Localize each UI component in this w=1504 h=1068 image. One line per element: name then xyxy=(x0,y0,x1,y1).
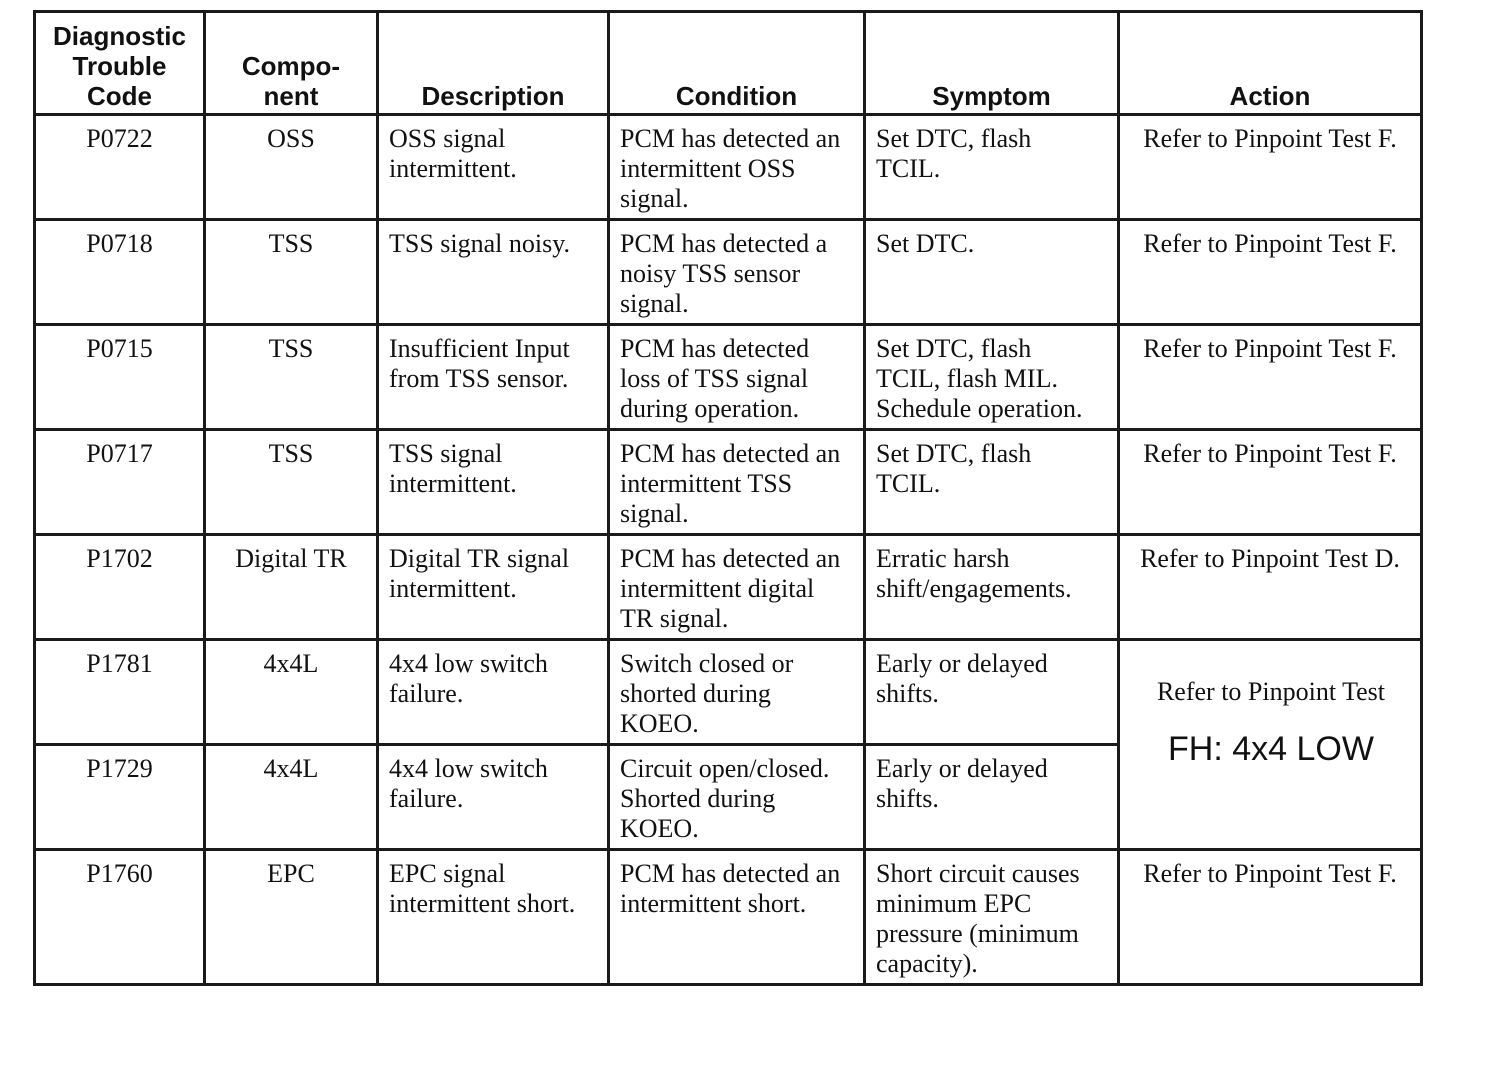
table-row xyxy=(35,325,1422,430)
merged-action-text: Refer to Pinpoint Test xyxy=(1156,677,1386,706)
cell-symptom: Early or delayed shifts. xyxy=(865,745,1119,850)
cell-symptom: Set DTC, flash TCIL. xyxy=(865,115,1119,220)
cell-code: P0722 xyxy=(35,115,205,220)
cell-condition: PCM has detected a noisy TSS sensor signal. xyxy=(609,220,865,325)
header-action: Action xyxy=(1119,12,1422,115)
cell-condition: PCM has detected an intermittent short. xyxy=(609,850,865,985)
cell-component: EPC xyxy=(205,850,378,985)
cell-code: P0715 xyxy=(35,325,205,430)
cell-condition: Circuit open/closed. Shorted during KOEO. xyxy=(609,745,865,850)
header-description: Description xyxy=(378,12,609,115)
cell-condition: PCM has detected an intermittent OSS signal. xyxy=(609,115,865,220)
table-row xyxy=(35,535,1422,640)
cell-symptom: Set DTC. xyxy=(865,220,1119,325)
cell-description: TSS signal noisy. xyxy=(378,220,609,325)
cell-code: P0717 xyxy=(35,430,205,535)
table-row xyxy=(35,640,1422,745)
cell-action: Refer to Pinpoint Test F. xyxy=(1119,325,1422,430)
cell-description: OSS signal intermittent. xyxy=(378,115,609,220)
table-row xyxy=(35,115,1422,220)
cell-action-merged xyxy=(1119,640,1422,850)
header-symptom: Symptom xyxy=(865,12,1119,115)
cell-symptom: Erratic harsh shift/engagements. xyxy=(865,535,1119,640)
cell-condition: PCM has detected loss of TSS signal during operation. xyxy=(609,325,865,430)
cell-component: 4x4L xyxy=(205,745,378,850)
cell-description: EPC signal intermittent short. xyxy=(378,850,609,985)
cell-action: Refer to Pinpoint Test F. xyxy=(1119,115,1422,220)
cell-component: Digital TR xyxy=(205,535,378,640)
merged-action-annotation: FH: 4x4 LOW xyxy=(1168,730,1374,768)
table-row xyxy=(35,220,1422,325)
cell-component: TSS xyxy=(205,430,378,535)
cell-code: P1729 xyxy=(35,745,205,850)
cell-action: Refer to Pinpoint Test F. xyxy=(1119,430,1422,535)
cell-symptom: Set DTC, flash TCIL. xyxy=(865,430,1119,535)
cell-code: P1702 xyxy=(35,535,205,640)
cell-condition: Switch closed or shorted during KOEO. xyxy=(609,640,865,745)
header-row xyxy=(35,12,1422,115)
cell-code: P1781 xyxy=(35,640,205,745)
cell-description: 4x4 low switch failure. xyxy=(378,745,609,850)
cell-code: P0718 xyxy=(35,220,205,325)
cell-action: Refer to Pinpoint Test F. xyxy=(1119,220,1422,325)
dtc-table xyxy=(33,10,1423,986)
header-component: Compo- nent xyxy=(205,12,378,115)
cell-description: Insufficient Input from TSS sensor. xyxy=(378,325,609,430)
cell-action: Refer to Pinpoint Test D. xyxy=(1119,535,1422,640)
cell-component: OSS xyxy=(205,115,378,220)
cell-symptom: Short circuit causes minimum EPC pressure (minimum capacity). xyxy=(865,850,1119,985)
table-row xyxy=(35,850,1422,985)
cell-component: TSS xyxy=(205,325,378,430)
table-row xyxy=(35,430,1422,535)
cell-code: P1760 xyxy=(35,850,205,985)
cell-description: TSS signal intermittent. xyxy=(378,430,609,535)
cell-component: 4x4L xyxy=(205,640,378,745)
cell-action: Refer to Pinpoint Test F. xyxy=(1119,850,1422,985)
cell-condition: PCM has detected an intermittent TSS signal. xyxy=(609,430,865,535)
header-condition: Condition xyxy=(609,12,865,115)
header-code: Diagnostic Trouble Code xyxy=(35,12,205,115)
cell-symptom: Set DTC, flash TCIL, flash MIL. Schedule operation. xyxy=(865,325,1119,430)
cell-component: TSS xyxy=(205,220,378,325)
cell-symptom: Early or delayed shifts. xyxy=(865,640,1119,745)
cell-condition: PCM has detected an intermittent digital TR signal. xyxy=(609,535,865,640)
cell-description: Digital TR signal intermittent. xyxy=(378,535,609,640)
cell-description: 4x4 low switch failure. xyxy=(378,640,609,745)
